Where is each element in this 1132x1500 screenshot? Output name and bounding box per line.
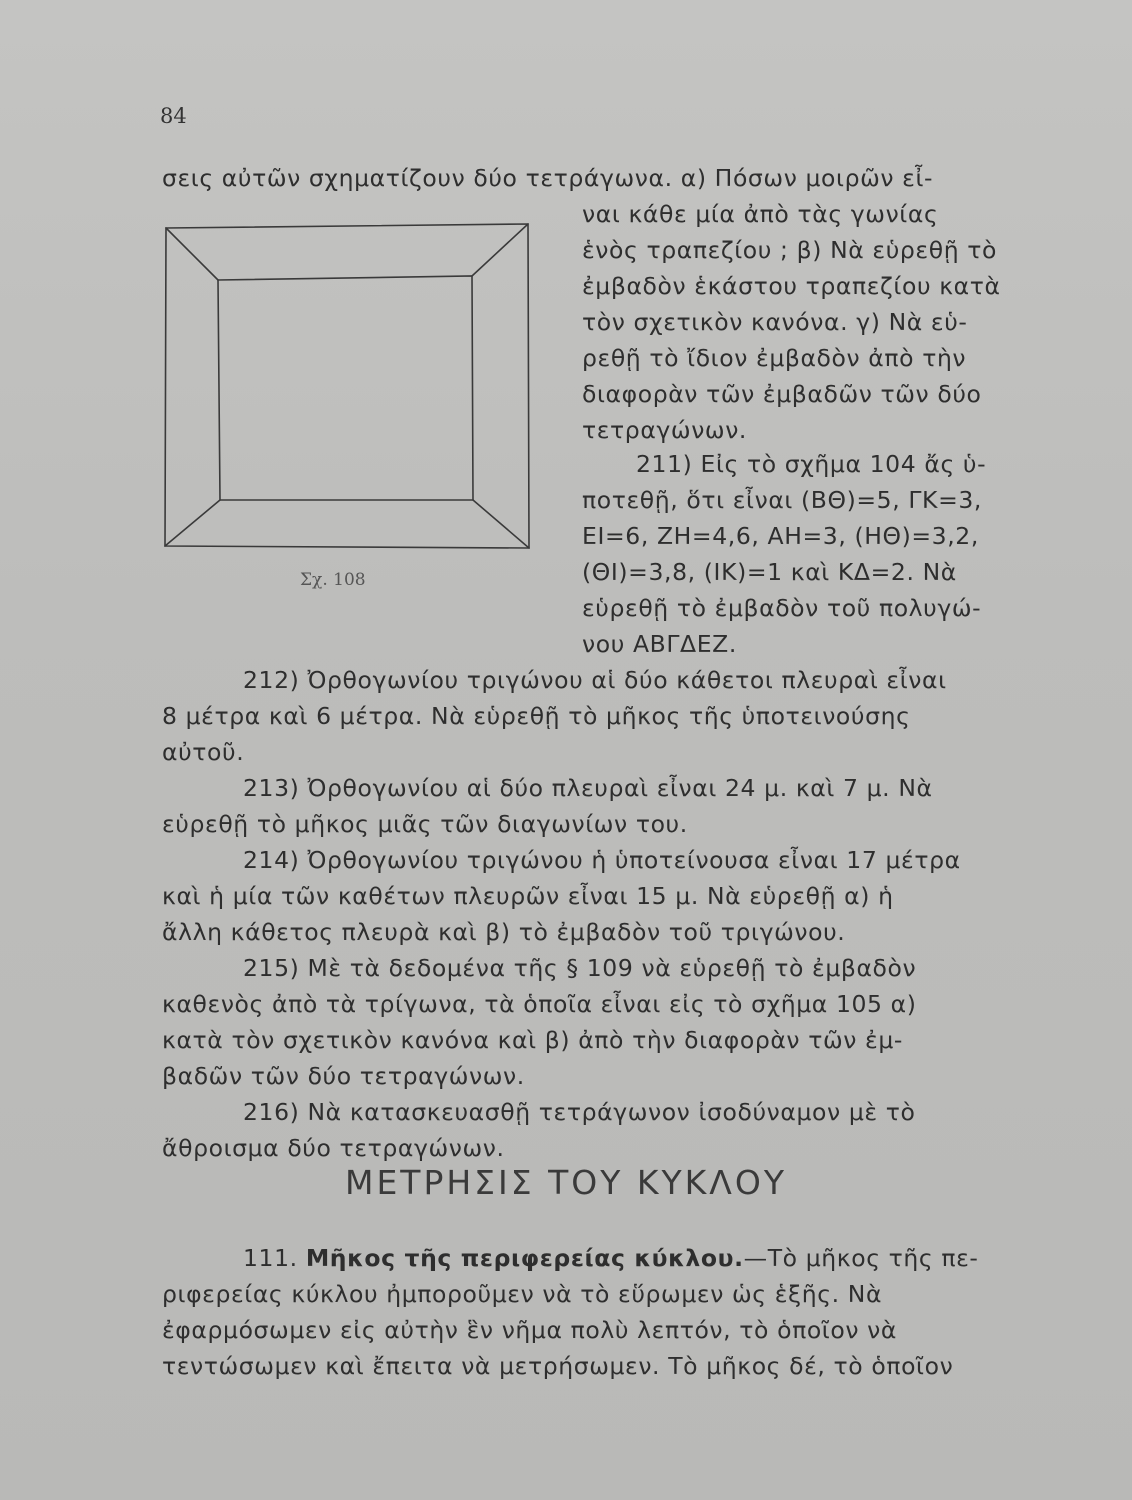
section-line: ἐφαρμόσωμεν εἰς αὐτὴν ἓν νῆμα πολὺ λεπτόν, τὸ ὁποῖον νὰ: [162, 1316, 897, 1344]
diagonal-bottom-left: [165, 500, 220, 546]
text-line-10: ποτεθῇ, ὅτι εἶναι (ΒΘ)=5, ΓΚ=3,: [582, 486, 982, 514]
text-line-13: εὑρεθῇ τὸ ἐμβαδὸν τοῦ πολυγώ-: [582, 594, 982, 622]
text-line-3: ἑνὸς τραπεζίου ; β) Νὰ εὑρεθῇ τὸ: [582, 236, 998, 264]
text-line-8: τετραγώνων.: [582, 416, 747, 444]
section-111-first-line: [243, 1240, 979, 1276]
text-line-2: ναι κάθε μία ἀπὸ τὰς γωνίας: [582, 200, 939, 228]
text-line-20: 214) Ὀρθογωνίου τριγώνου ἡ ὑποτείνουσα εἶναι 17 μέτρα: [243, 846, 961, 874]
text-line-17: αὐτοῦ.: [162, 738, 245, 766]
text-line-16: 8 μέτρα καὶ 6 μέτρα. Νὰ εὑρεθῇ τὸ μῆκος τῆς ὑποτεινούσης: [162, 702, 911, 730]
diagonal-top-right: [472, 224, 528, 276]
inner-square: [218, 276, 473, 500]
text-line-5: τὸν σχετικὸν κανόνα. γ) Νὰ εὑ-: [582, 308, 968, 336]
text-line-19: εὑρεθῇ τὸ μῆκος μιᾶς τῶν διαγωνίων του.: [162, 810, 688, 838]
text-line-21: καὶ ἡ μία τῶν καθέτων πλευρῶν εἶναι 15 μ. Νὰ εὑρεθῇ α) ἡ: [162, 882, 894, 910]
figure-108-frame-diagram: [160, 218, 532, 554]
text-line-28: ἄθροισμα δύο τετραγώνων.: [162, 1134, 505, 1162]
text-line-23: 215) Μὲ τὰ δεδομένα τῆς § 109 νὰ εὑρεθῇ τὸ ἐμβαδὸν: [243, 954, 917, 982]
text-line-15: 212) Ὀρθογωνίου τριγώνου αἱ δύο κάθετοι πλευραὶ εἶναι: [243, 666, 947, 694]
text-line-4: ἐμβαδὸν ἑκάστου τραπεζίου κατὰ: [582, 272, 1001, 300]
figure-caption: Σχ. 108: [300, 570, 366, 590]
text-line-14: νου ΑΒΓΔΕΖ.: [582, 630, 737, 658]
frame-diagram: [160, 218, 532, 554]
text-line-26: βαδῶν τῶν δύο τετραγώνων.: [162, 1062, 525, 1090]
section-number: 111.: [243, 1244, 298, 1272]
diagonal-bottom-right: [473, 500, 529, 548]
text-line-11: ΕΙ=6, ΖΗ=4,6, ΑΗ=3, (ΗΘ)=3,2,: [582, 522, 979, 550]
section-line: ριφερείας κύκλου ἠμποροῦμεν νὰ τὸ εὕρωμεν ὡς ἑξῆς. Νὰ: [162, 1280, 883, 1308]
section-first-line-rest: —Τὸ μῆκος τῆς πε-: [743, 1244, 979, 1272]
diagonal-top-left: [166, 228, 218, 280]
section-heading: ΜΕΤΡΗΣΙΣ ΤΟΥ ΚΥΚΛΟΥ: [344, 1163, 788, 1202]
text-line-18: 213) Ὀρθογωνίου αἱ δύο πλευραὶ εἶναι 24 μ. καὶ 7 μ. Νὰ: [243, 774, 933, 802]
section-title: Μῆκος τῆς περιφερείας κύκλου.: [305, 1244, 744, 1272]
text-line-22: ἄλλη κάθετος πλευρὰ καὶ β) τὸ ἐμβαδὸν τοῦ τριγώνου.: [162, 918, 846, 946]
text-line-1: σεις αὐτῶν σχηματίζουν δύο τετράγωνα. α) Πόσων μοιρῶν εἶ-: [162, 164, 934, 192]
page-number: 84: [160, 104, 187, 128]
text-line-9: 211) Εἰς τὸ σχῆμα 104 ἄς ὑ-: [636, 450, 987, 478]
text-line-27: 216) Νὰ κατασκευασθῇ τετράγωνον ἰσοδύναμον μὲ τὸ: [243, 1098, 916, 1126]
text-line-12: (ΘΙ)=3,8, (ΙΚ)=1 καὶ ΚΔ=2. Νὰ: [582, 558, 957, 586]
section-line: τεντώσωμεν καὶ ἔπειτα νὰ μετρήσωμεν. Τὸ μῆκος δέ, τὸ ὁποῖον: [162, 1352, 954, 1380]
text-line-7: διαφορὰν τῶν ἐμβαδῶν τῶν δύο: [582, 380, 982, 408]
text-line-24: καθενὸς ἀπὸ τὰ τρίγωνα, τὰ ὁποῖα εἶναι εἰς τὸ σχῆμα 105 α): [162, 990, 917, 1018]
text-line-25: κατὰ τὸν σχετικὸν κανόνα καὶ β) ἀπὸ τὴν διαφορὰν τῶν ἐμ-: [162, 1026, 903, 1054]
text-line-6: ρεθῇ τὸ ἴδιον ἐμβαδὸν ἀπὸ τὴν: [582, 344, 967, 372]
